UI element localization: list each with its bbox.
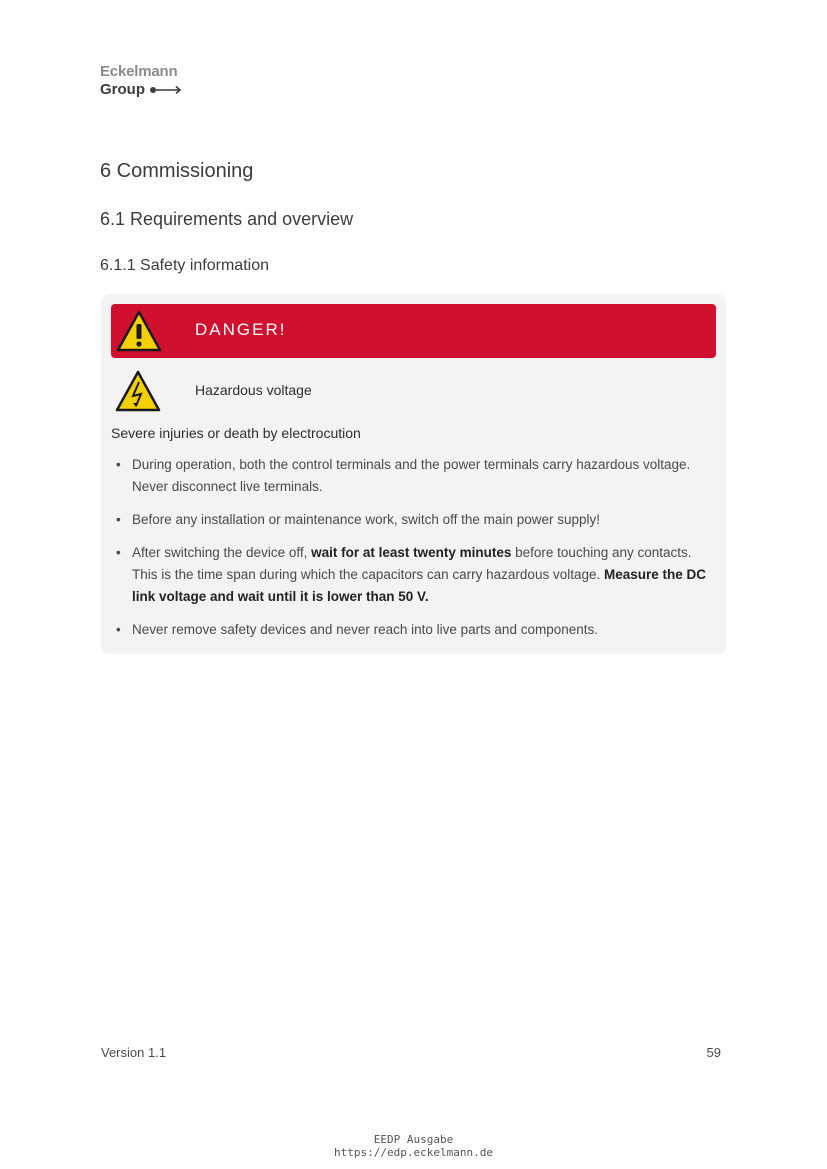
chapter-heading: 6 Commissioning	[100, 160, 254, 182]
watermark-title: EEDP Ausgabe	[373, 1133, 454, 1146]
safety-notice-box	[101, 294, 726, 654]
list-item: • Before any installation or maintenance work, switch off the main power supply!	[111, 509, 711, 531]
safety-measures-list	[111, 454, 711, 652]
company-logo	[100, 64, 183, 97]
subsection-heading: 6.1.1 Safety information	[100, 257, 269, 274]
list-item-text: before touching any contacts. This is the time span during which the capacitors can carry hazardous voltage.	[132, 545, 692, 582]
list-item-emphasis: Measure the DC link voltage and wait until it is lower than 50 V.	[132, 567, 707, 604]
list-item	[111, 542, 711, 608]
watermark-url: https://edp.eckelmann.de	[334, 1146, 493, 1159]
hazard-consequence: Severe injuries or death by electrocution	[111, 425, 361, 441]
list-item: • Never remove safety devices and never reach into live parts and components.	[111, 619, 711, 641]
electrical-hazard-icon	[115, 370, 161, 412]
general-warning-icon	[116, 310, 162, 352]
list-item-text: After switching the device off,	[132, 545, 312, 560]
hazard-type: Hazardous voltage	[195, 382, 312, 398]
logo-arrow-icon	[149, 85, 183, 95]
footer-version: Version 1.1	[101, 1045, 167, 1060]
danger-banner	[111, 304, 716, 358]
section-heading: 6.1 Requirements and overview	[100, 209, 354, 229]
danger-signal-word: DANGER!	[195, 320, 287, 339]
logo-text-group: Group	[100, 81, 145, 98]
page-number: 59	[706, 1045, 721, 1060]
document-watermark	[0, 1133, 827, 1159]
logo-text-eckelmann: Eckelmann	[100, 63, 178, 80]
list-item: • During operation, both the control terminals and the power terminals carry hazardous voltage. Never disconnect live terminals.	[111, 454, 711, 498]
logo-text-group-row	[100, 82, 183, 97]
list-item-emphasis: wait for at least twenty minutes	[311, 545, 512, 560]
